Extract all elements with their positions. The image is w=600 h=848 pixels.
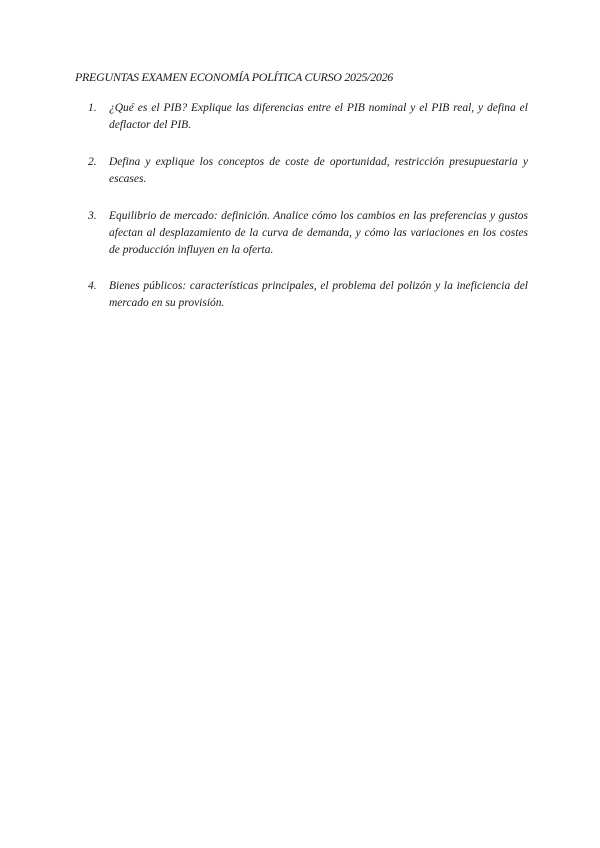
- question-list: [88, 100, 528, 332]
- question-number: 3.: [88, 210, 97, 222]
- question-number: 4.: [88, 280, 97, 292]
- question-text: Defina y explique los conceptos de coste de oportunidad, restricción presupuestaria y escases.: [109, 156, 528, 185]
- question-item: [88, 278, 528, 312]
- question-number: 1.: [88, 102, 97, 114]
- question-item: [88, 208, 528, 259]
- question-text: ¿Qué es el PIB? Explique las diferencias entre el PIB nominal y el PIB real, y defina el deflactor del PIB.: [109, 102, 528, 131]
- question-item: [88, 100, 528, 134]
- question-number: 2.: [88, 156, 97, 168]
- question-text: Equilibrio de mercado: definición. Analice cómo los cambios en las preferencias y gustos afectan al desplazamiento de la curva de demanda, y cómo las variaciones en los costes de producción influyen en la oferta.: [109, 210, 528, 256]
- question-item: [88, 154, 528, 188]
- question-text: Bienes públicos: características principales, el problema del polizón y la ineficiencia del mercado en su provisión.: [109, 280, 528, 309]
- document-title: PREGUNTAS EXAMEN ECONOMÍA POLÍTICA CURSO 2025/2026: [75, 70, 393, 84]
